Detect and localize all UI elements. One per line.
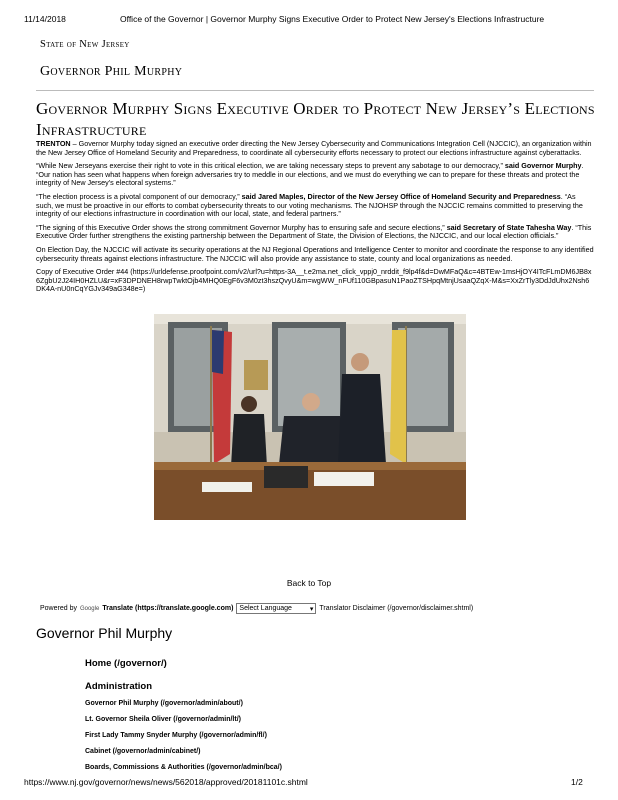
- print-date: 11/14/2018: [24, 14, 66, 24]
- nav-administration-heading: Administration: [85, 681, 153, 692]
- signing-photo: [154, 314, 466, 520]
- admin-links: [85, 700, 282, 780]
- print-url: https://www.nj.gov/governor/news/news/562018/approved/20181101c.shtml: [24, 777, 308, 787]
- back-to-top-link[interactable]: Back to Top: [286, 578, 332, 588]
- dateline: TRENTON: [36, 139, 71, 148]
- nav-link-lt-governor[interactable]: Lt. Governor Sheila Oliver (/governor/admin/lt/): [85, 716, 241, 723]
- language-select[interactable]: Select Language ▾: [236, 603, 316, 614]
- dropdown-arrow-icon: ▾: [309, 605, 314, 613]
- translator-disclaimer-link[interactable]: Translator Disclaimer (/governor/disclaimer.shtml): [319, 605, 474, 612]
- article-body: [36, 140, 594, 299]
- paragraph-1: TRENTON – Governor Murphy today signed an executive order directing the New Jersey Cybersecurity and Communications Integration Cell (NJCCIC), an organization within the New Jersey Office of Homeland Security and Preparedness, to coordinate all cybersecurity efforts necessary to protect our elections infrastructure against cyberattacks.: [36, 139, 592, 157]
- governor-name[interactable]: Governor Phil Murphy: [40, 64, 183, 79]
- executive-order-link[interactable]: Copy of Executive Order #44 (https://urldefense.proofpoint.com/v2/url?u=https-3A__t.e2ma.net_click_vppj0_nrddit_f9lp4f&d=DwMFaQ&c=4BTEw-1msHjOY4ITcFLmDM6JB8x6ZgbU2J24IH0HZLU&r=xF3DPDNEH8rwpTwktOjb4MHQ0EgF6v3M0zt3hszQvyU&m=wgWW_nFUf110GBpasuN1PaoZTSHpqMtnjUsaaQZqX-M&s=XxZrTly3DdJdUhx2Nsh6DK4A-nU0nCqYGJv349aG348e=): [36, 267, 592, 294]
- article-title: Governor Murphy Signs Executive Order to Protect New Jersey’s Elections Infrastructure: [36, 99, 595, 139]
- paragraph-4: “The signing of this Executive Order shows the strong commitment Governor Murphy has to ensuring safe and secure elections,” said Secretary of State Tahesha Way. “This Executive Order further strengthens the existing partnership between the Department of State, the Division of Elections, the NJCCIC, and our local election officials.”: [36, 222, 592, 241]
- powered-by-label: Powered by: [40, 605, 77, 612]
- google-logo: Google: [79, 605, 100, 612]
- paragraph-3: “The election process is a pivotal component of our democracy,” said Jared Maples, Director of the New Jersey Office of Homeland Security and Preparedness. “As such, we must be proactive in our efforts to combat cybersecurity threats to our voting mechanisms. The NJOHSP through the NJCCIC remains committed to preserving the integrity of our elections infrastructure in coordination with our local, state, and federal partners.”: [36, 191, 583, 219]
- page-number: 1/2: [571, 777, 583, 787]
- nav-link-first-lady[interactable]: First Lady Tammy Snyder Murphy (/governor/admin/fl/): [85, 732, 267, 739]
- nav-link-cabinet[interactable]: Cabinet (/governor/admin/cabinet/): [85, 748, 201, 755]
- translate-bar: [40, 603, 473, 614]
- state-name[interactable]: State of New Jersey: [40, 39, 130, 50]
- print-page-title: Office of the Governor | Governor Murphy Signs Executive Order to Protect New Jersey's Elections Infrastructure: [120, 14, 545, 24]
- nav-link-governor[interactable]: Governor Phil Murphy (/governor/admin/about/): [85, 700, 243, 707]
- paragraph-5: On Election Day, the NJCCIC will activate its security operations at the NJ Regional Operations and Intelligence Center to monitor and coordinate the response to any identified cybersecurity threats against elections infrastructure. The NJCCIC will also provide any assistance to state, county and local organizations as needed.: [36, 244, 594, 263]
- nav-home-link[interactable]: Home (/governor/): [85, 658, 167, 669]
- nav-link-boards[interactable]: Boards, Commissions & Authorities (/governor/admin/bca/): [85, 764, 282, 771]
- divider: [36, 90, 594, 91]
- paragraph-2: “While New Jerseyans exercise their right to vote in this critical election, we are taking necessary steps to prevent any sabotage to our democracy,” said Governor Murphy. “Our nation has seen what happens when foreign adversaries try to meddle in our elections, and we must do everything we can to prepare for these threats and protect the integrity of New Jersey’s electoral systems.”: [36, 161, 584, 188]
- translate-link[interactable]: Translate (https://translate.google.com): [102, 605, 234, 612]
- footer-title: Governor Phil Murphy: [36, 625, 173, 641]
